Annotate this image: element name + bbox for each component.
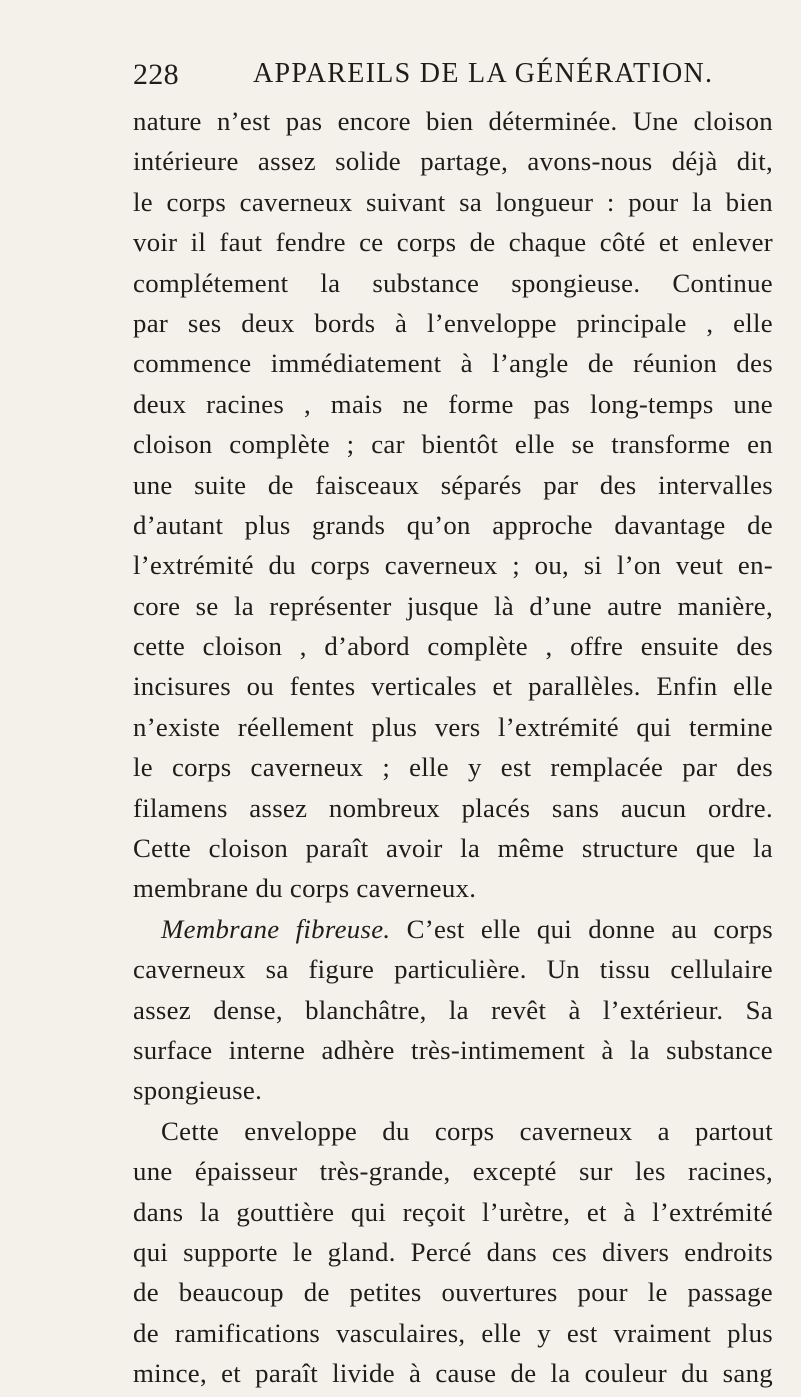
text-line: dans la gouttière qui reçoit l’urètre, et à l’extrémité: [133, 1196, 773, 1227]
text-line: complétement la substance spongieuse. Continue: [133, 267, 773, 298]
page-number: 228: [133, 58, 179, 91]
text-line: une épaisseur très-grande, excepté sur les racines,: [133, 1156, 773, 1187]
text-line: spongieuse.: [133, 1075, 263, 1106]
paragraph-heading-line: [133, 909, 773, 949]
text-line: core se la représenter jusque là d’une autre manière,: [133, 590, 773, 621]
text-line: de ramifications vasculaires, elle y est vraiment plus: [133, 1317, 773, 1348]
text-line: cette cloison , d’abord complète , offre ensuite des: [133, 631, 773, 662]
text-line: d’autant plus grands qu’on approche davantage de: [133, 509, 773, 540]
text-line: mince, et paraît livide à cause de la couleur du sang: [133, 1358, 773, 1389]
text-line: qui supporte le gland. Percé dans ces divers endroits: [133, 1236, 773, 1267]
section-heading: Membrane fibreuse.: [161, 913, 391, 944]
text-line: n’existe réellement plus vers l’extrémité qui termine: [133, 711, 773, 742]
text-line: filamens assez nombreux placés sans aucun ordre.: [133, 792, 773, 823]
text-line: voir il faut fendre ce corps de chaque côté et enlever: [133, 227, 773, 258]
text-line: surface interne adhère très-intimement à la substance: [133, 1034, 773, 1065]
text-fragment: C’est elle qui donne au corps: [390, 913, 773, 944]
text-line: cloison complète ; car bientôt elle se transforme en: [133, 429, 773, 460]
text-line: caverneux sa figure particulière. Un tissu cellulaire: [133, 954, 773, 985]
text-line: Cette enveloppe du corps caverneux a partout: [161, 1115, 773, 1146]
text-line: commence immédiatement à l’angle de réunion des: [133, 348, 773, 379]
text-line: nature n’est pas encore bien déterminée. Une cloison: [133, 106, 773, 136]
text-line: le corps caverneux ; elle y est remplacée par des: [133, 752, 773, 783]
text-line: deux racines , mais ne forme pas long-temps une: [133, 388, 773, 419]
text-line: assez dense, blanchâtre, la revêt à l’extérieur. Sa: [133, 994, 773, 1025]
text-line: Cette cloison paraît avoir la même structure que la: [133, 833, 773, 864]
text-line: membrane du corps caverneux.: [133, 873, 477, 904]
text-line: de beaucoup de petites ouvertures pour le passage: [133, 1277, 773, 1308]
text-line: par ses deux bords à l’enveloppe principale , elle: [133, 307, 773, 338]
text-line: l’extrémité du corps caverneux ; ou, si l’on veut en-: [133, 550, 773, 581]
text-line: intérieure assez solide partage, avons-nous déjà dit,: [133, 146, 773, 177]
text-line: incisures ou fentes verticales et parallèles. Enfin elle: [133, 671, 773, 702]
running-title: APPAREILS DE LA GÉNÉRATION.: [253, 58, 714, 89]
body-text: [133, 101, 773, 1394]
text-line: une suite de faisceaux séparés par des intervalles: [133, 469, 773, 500]
running-head: [133, 58, 773, 98]
text-line: le corps caverneux suivant sa longueur : pour la bien: [133, 186, 773, 217]
